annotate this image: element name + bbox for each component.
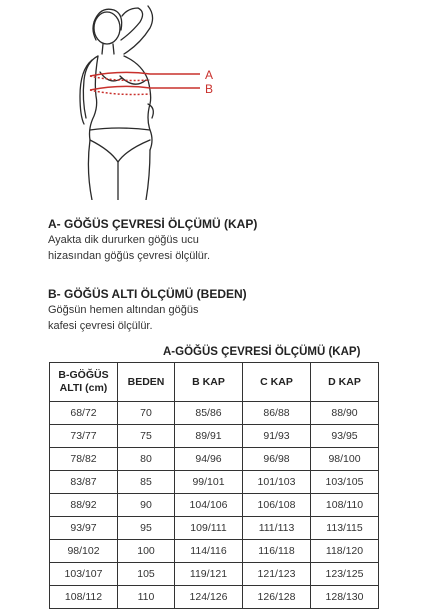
table-cell: 111/113	[243, 517, 311, 540]
table-cell: 93/97	[50, 517, 118, 540]
section-a-desc-line1: Ayakta dik dururken göğüs ucu	[48, 234, 199, 246]
table-cell: 68/72	[50, 402, 118, 425]
table-cell: 89/91	[175, 425, 243, 448]
table-cell: 110	[118, 586, 175, 609]
table-cell: 126/128	[243, 586, 311, 609]
table-cell: 101/103	[243, 471, 311, 494]
section-a-description	[48, 232, 210, 264]
table-row	[50, 448, 379, 471]
table-cell: 95	[118, 517, 175, 540]
table-cell: 103/107	[50, 563, 118, 586]
table-cell: 70	[118, 402, 175, 425]
table-header-row	[50, 363, 379, 402]
table-cell: 83/87	[50, 471, 118, 494]
table-row	[50, 563, 379, 586]
section-b-description	[48, 302, 198, 334]
table-cell: 91/93	[243, 425, 311, 448]
section-b-desc-line2: kafesi çevresi ölçülür.	[48, 320, 153, 332]
table-cell: 124/126	[175, 586, 243, 609]
table-cell: 106/108	[243, 494, 311, 517]
table-cell: 119/121	[175, 563, 243, 586]
table-cell: 93/95	[311, 425, 379, 448]
table-row	[50, 402, 379, 425]
table-cell: 86/88	[243, 402, 311, 425]
column-header: D KAP	[311, 363, 379, 402]
table-cell: 80	[118, 448, 175, 471]
table-row	[50, 540, 379, 563]
label-b: B	[205, 82, 214, 96]
table-cell: 121/123	[243, 563, 311, 586]
section-b-title: B- GÖĞÜS ALTI ÖLÇÜMÜ (BEDEN)	[48, 287, 247, 301]
table-cell: 98/100	[311, 448, 379, 471]
table-cell: 73/77	[50, 425, 118, 448]
column-header-line2: ALTI (cm)	[59, 382, 108, 394]
table-header-label: A-GÖĞÜS ÇEVRESİ ÖLÇÜMÜ (KAP)	[163, 346, 361, 358]
table-cell: 116/118	[243, 540, 311, 563]
section-a-desc-line2: hizasından göğüs çevresi ölçülür.	[48, 250, 211, 262]
table-row	[50, 471, 379, 494]
table-row	[50, 425, 379, 448]
measurement-line-b	[90, 86, 200, 90]
table-cell: 103/105	[311, 471, 379, 494]
table-cell: 96/98	[243, 448, 311, 471]
table-cell: 85	[118, 471, 175, 494]
table-cell: 99/101	[175, 471, 243, 494]
section-a-title: A- GÖĞÜS ÇEVRESİ ÖLÇÜMÜ (KAP)	[48, 217, 258, 231]
table-cell: 88/92	[50, 494, 118, 517]
table-cell: 118/120	[311, 540, 379, 563]
column-header-line1: B-GÖĞÜS	[58, 369, 109, 381]
column-header: BEDEN	[118, 363, 175, 402]
table-row	[50, 586, 379, 609]
table-cell: 85/86	[175, 402, 243, 425]
size-table	[49, 362, 379, 609]
table-cell: 114/116	[175, 540, 243, 563]
table-cell: 90	[118, 494, 175, 517]
body-measurement-illustration	[0, 0, 424, 200]
label-a: A	[205, 68, 214, 82]
table-cell: 123/125	[311, 563, 379, 586]
column-header: B KAP	[175, 363, 243, 402]
column-header: C KAP	[243, 363, 311, 402]
table-cell: 104/106	[175, 494, 243, 517]
table-cell: 98/102	[50, 540, 118, 563]
table-cell: 88/90	[311, 402, 379, 425]
table-cell: 113/115	[311, 517, 379, 540]
section-b-desc-line1: Göğsün hemen altından göğüs	[48, 304, 199, 316]
table-cell: 75	[118, 425, 175, 448]
table-cell: 109/111	[175, 517, 243, 540]
table-cell: 94/96	[175, 448, 243, 471]
table-cell: 78/82	[50, 448, 118, 471]
table-cell: 128/130	[311, 586, 379, 609]
table-cell: 100	[118, 540, 175, 563]
column-header	[50, 363, 118, 402]
table-row	[50, 494, 379, 517]
table-cell: 105	[118, 563, 175, 586]
table-cell: 108/110	[311, 494, 379, 517]
table-row	[50, 517, 379, 540]
table-cell: 108/112	[50, 586, 118, 609]
